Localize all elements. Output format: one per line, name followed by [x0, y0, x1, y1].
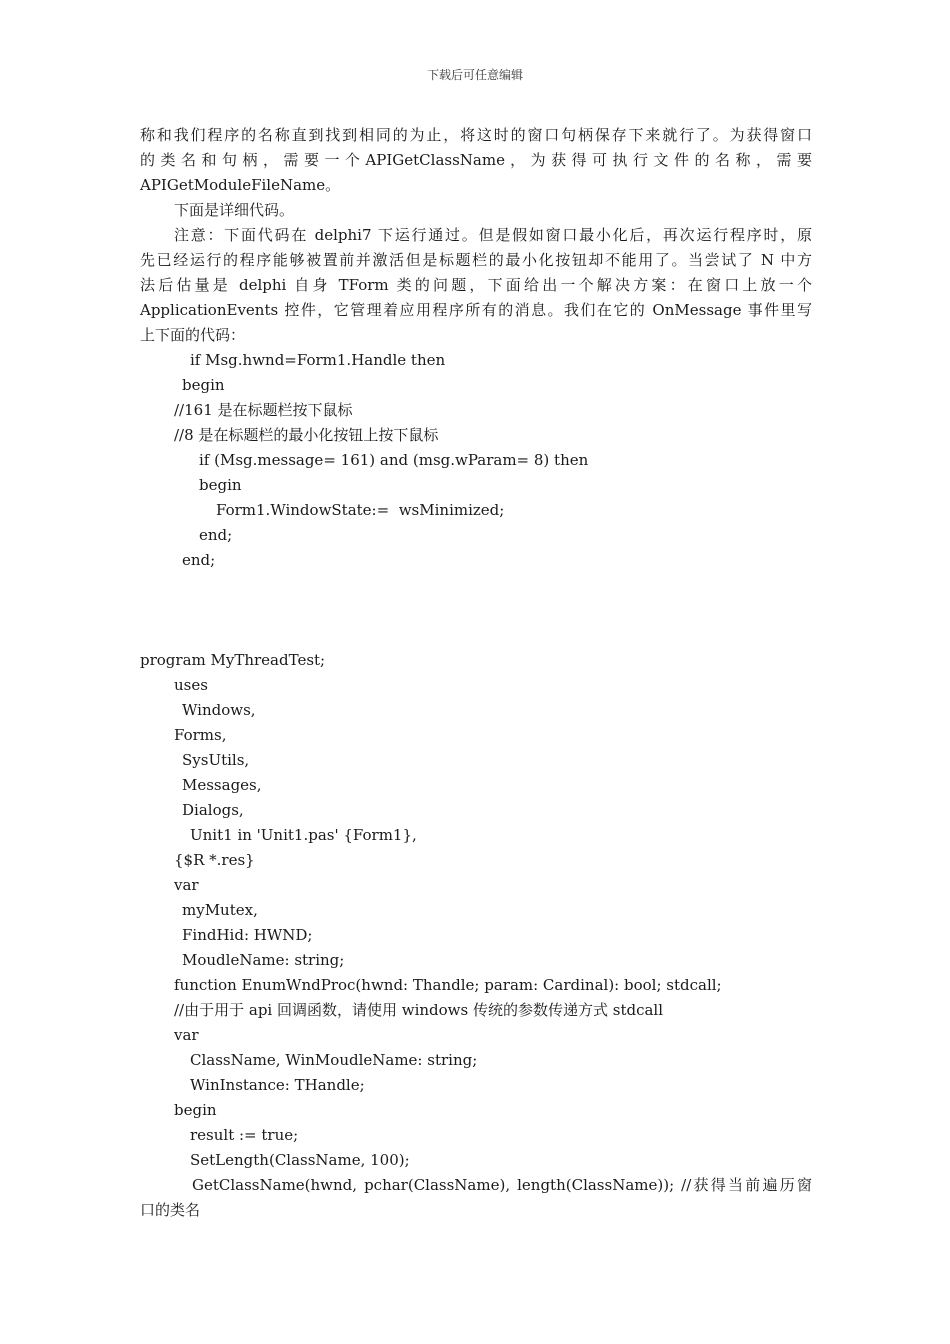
- text-line: myMutex,: [182, 901, 258, 919]
- text-line: end;: [199, 526, 233, 544]
- text-line: begin: [182, 376, 225, 394]
- text-line: var: [174, 876, 199, 894]
- text-line: var: [174, 1026, 199, 1044]
- text-line: {$R *.res}: [174, 851, 255, 869]
- text-line: 口的类名: [140, 1201, 201, 1219]
- text-line: Dialogs,: [182, 801, 244, 819]
- text-line: //8 是在标题栏的最小化按钮上按下鼠标: [174, 426, 439, 444]
- text-line: 先已经运行的程序能够被置前并激活但是标题栏的最小化按钮却不能用了。当尝试了 N 中方: [140, 251, 812, 269]
- text-line: if (Msg.message= 161) and (msg.wParam= 8) then: [199, 451, 589, 469]
- text-line: end;: [182, 551, 216, 569]
- document-body: [140, 123, 812, 1223]
- text-line: program MyThreadTest;: [140, 651, 326, 669]
- text-line: function EnumWndProc(hwnd: Thandle; param: Cardinal): bool; stdcall;: [174, 976, 722, 994]
- text-line: Form1.WindowState:= wsMinimized;: [216, 501, 505, 519]
- text-line: WinInstance: THandle;: [190, 1076, 365, 1094]
- text-line: //161 是在标题栏按下鼠标: [174, 401, 353, 419]
- text-line: result := true;: [190, 1126, 299, 1144]
- text-line: Messages,: [182, 776, 262, 794]
- text-line: [140, 623, 812, 648]
- text-line: 上下面的代码：: [140, 326, 246, 344]
- text-line: MoudleName: string;: [182, 951, 345, 969]
- text-line: APIGetModuleFileName。: [140, 176, 341, 194]
- text-line: [140, 573, 812, 598]
- text-line: begin: [174, 1101, 217, 1119]
- text-line: Forms,: [174, 726, 227, 744]
- text-line: FindHid: HWND;: [182, 926, 313, 944]
- page-header: 下载后可任意编辑: [426, 68, 523, 82]
- text-line: begin: [199, 476, 242, 494]
- text-line: if Msg.hwnd=Form1.Handle then: [190, 351, 446, 369]
- text-line: 注意：下面代码在 delphi7 下运行通过。但是假如窗口最小化后，再次运行程序时，原: [174, 226, 812, 244]
- text-line: Windows,: [182, 701, 256, 719]
- text-line: [140, 598, 812, 623]
- text-line: //由于用于 api 回调函数，请使用 windows 传统的参数传递方式 stdcall: [174, 1001, 664, 1019]
- text-line: 称和我们程序的名称直到找到相同的为止，将这时的窗口句柄保存下来就行了。为获得窗口: [140, 126, 812, 144]
- text-line: Unit1 in 'Unit1.pas' {Form1},: [190, 826, 417, 844]
- text-line: 下面是详细代码。: [174, 201, 295, 219]
- text-line: uses: [174, 676, 208, 694]
- text-line: GetClassName(hwnd, pchar(ClassName), length(ClassName)); //获得当前遍历窗: [192, 1176, 812, 1194]
- text-line: 的 类 名 和 句 柄 ， 需 要 一 个 APIGetClassName ， 为 获 得 可 执 行 文 件 的 名 称 ， 需 要: [140, 151, 812, 169]
- text-line: ClassName, WinMoudleName: string;: [190, 1051, 478, 1069]
- text-line: ApplicationEvents 控件，它管理着应用程序所有的消息。我们在它的 OnMessage 事件里写: [140, 301, 812, 319]
- text-line: SysUtils,: [182, 751, 250, 769]
- text-line: 法后估量是 delphi 自身 TForm 类的问题，下面给出一个解决方案：在窗口上放一个: [140, 276, 812, 294]
- text-line: SetLength(ClassName, 100);: [190, 1151, 410, 1169]
